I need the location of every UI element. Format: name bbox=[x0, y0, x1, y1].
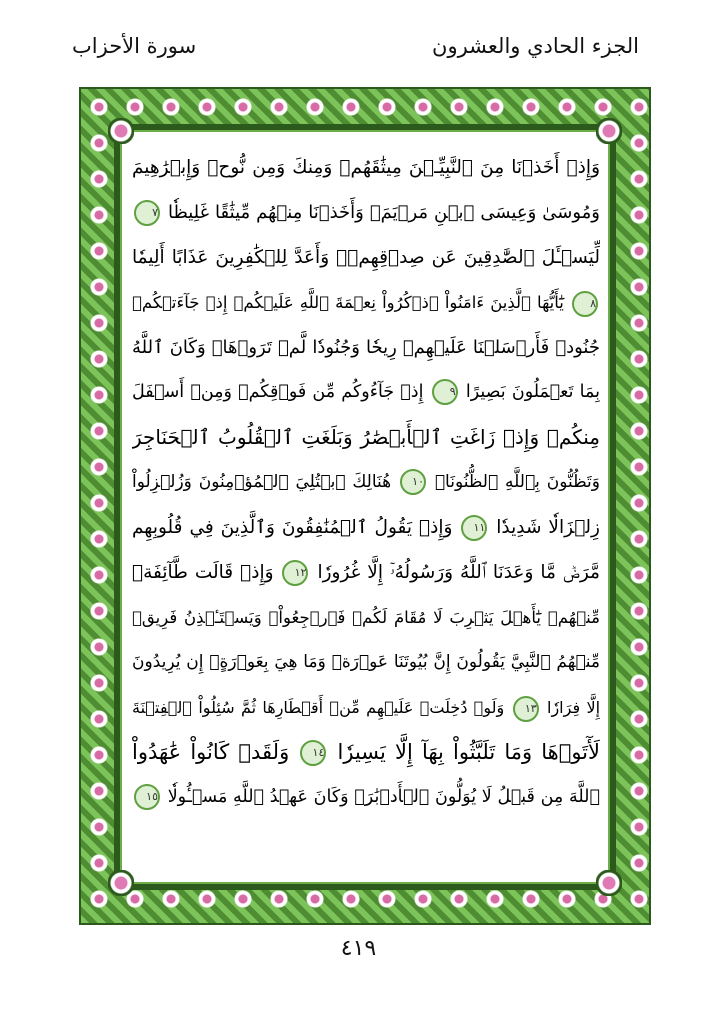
ayah-number-marker: ٧ bbox=[134, 200, 160, 226]
corner-ornament-icon bbox=[596, 118, 622, 144]
page-number: ٤١٩ bbox=[340, 936, 377, 961]
verse-line bbox=[132, 370, 600, 415]
verse-line bbox=[132, 550, 600, 595]
verse-line bbox=[132, 415, 600, 460]
ayah-number-marker: ٩ bbox=[432, 379, 458, 405]
ayah-number-marker: ٨ bbox=[572, 291, 598, 317]
verse-text: مَّرَضٞ مَّا وَعَدَنَا ٱللَّهُ وَرَسُولُهُۥٓ إِلَّا غُرُورٗا bbox=[317, 562, 600, 583]
verse-line bbox=[132, 145, 600, 190]
verse-text: يَٰٓأَيُّهَا ٱلَّذِينَ ءَامَنُواْ ٱذۡكُرُواْ نِعۡمَةَ ٱللَّهِ عَلَيۡكُمۡ إِذۡ جَآءَتۡكُمۡ bbox=[132, 293, 564, 312]
verse-text: جُنُودٞ فَأَرۡسَلۡنَا عَلَيۡهِمۡ رِيحٗا وَجُنُودٗا لَّمۡ تَرَوۡهَاۚ وَكَانَ ٱللَّهُ bbox=[132, 337, 600, 358]
ayah-number-marker: ١٥ bbox=[134, 784, 160, 810]
verses-body bbox=[132, 145, 600, 820]
verse-text: مِنكُمۡ وَإِذۡ زَاغَتِ ٱلۡأَبۡصَٰرُ وَبَلَغَتِ ٱلۡقُلُوبُ ٱلۡحَنَاجِرَ bbox=[132, 425, 600, 449]
verse-text: وَإِذۡ قَالَت طَّآئِفَةٞ bbox=[132, 562, 274, 583]
verse-text: إِذۡ جَآءُوكُم مِّن فَوۡقِكُمۡ وَمِنۡ أَسۡفَلَ bbox=[132, 382, 424, 402]
verse-line bbox=[132, 685, 600, 730]
verse-text: وَإِذۡ يَقُولُ ٱلۡمُنَٰفِقُونَ وَٱلَّذِينَ فِي قُلُوبِهِم bbox=[132, 517, 453, 538]
verse-text: هُنَالِكَ ٱبۡتُلِيَ ٱلۡمُؤۡمِنُونَ وَزُلۡزِلُواْ bbox=[132, 472, 392, 492]
ayah-number-marker: ١١ bbox=[461, 515, 487, 541]
verse-line bbox=[132, 595, 600, 640]
verse-text: لِّيَسۡـَٔلَ ٱلصَّٰدِقِينَ عَن صِدۡقِهِمۡۚ وَأَعَدَّ لِلۡكَٰفِرِينَ عَذَابًا أَلِيمٗا bbox=[132, 247, 600, 268]
verse-text: مِّنۡهُمۡ يَٰٓأَهۡلَ يَثۡرِبَ لَا مُقَامَ لَكُمۡ فَٱرۡجِعُواْۚ وَيَسۡتَـٔۡذِنُ فَرِيقٞ bbox=[132, 608, 600, 627]
ayah-number-marker: ١٢ bbox=[282, 560, 308, 586]
verse-text: مِّنۡهُمُ ٱلنَّبِيَّ يَقُولُونَ إِنَّ بُيُوتَنَا عَوۡرَةٞ وَمَا هِيَ بِعَوۡرَةٍۖ إِن يُرِيدُونَ bbox=[132, 652, 600, 672]
corner-ornament-icon bbox=[108, 870, 134, 896]
verse-line bbox=[132, 730, 600, 775]
verse-line bbox=[132, 280, 600, 325]
ayah-number-marker: ١٠ bbox=[400, 469, 426, 495]
surah-title: سورة الأحزاب bbox=[72, 34, 197, 58]
verse-text: ٱللَّهَ مِن قَبۡلُ لَا يُوَلُّونَ ٱلۡأَدۡبَٰرَۚ وَكَانَ عَهۡدُ ٱللَّهِ مَسۡـُٔولٗا bbox=[167, 787, 600, 807]
verse-text: وَتَظُنُّونَ بِٱللَّهِ ٱلظُّنُونَا۠ bbox=[434, 472, 600, 492]
ayah-number-marker: ١٤ bbox=[300, 740, 326, 766]
verse-line bbox=[132, 640, 600, 685]
verse-line bbox=[132, 505, 600, 550]
verse-text: لَأٓتَوۡهَا وَمَا تَلَبَّثُواْ بِهَآ إِلَّا يَسِيرٗا bbox=[337, 740, 600, 764]
corner-ornament-icon bbox=[596, 870, 622, 896]
verse-line bbox=[132, 235, 600, 280]
verse-text: بِمَا تَعۡمَلُونَ بَصِيرًا bbox=[465, 382, 600, 402]
verse-line bbox=[132, 190, 600, 235]
verse-text: وَلَوۡ دُخِلَتۡ عَلَيۡهِم مِّنۡ أَقۡطَارِهَا ثُمَّ سُئِلُواْ ٱلۡفِتۡنَةَ bbox=[132, 698, 505, 717]
juz-title: الجزء الحادي والعشرون bbox=[432, 34, 639, 58]
verse-text: زِلۡزَالٗا شَدِيدٗا bbox=[496, 517, 600, 538]
verse-text: وَمُوسَىٰ وَعِيسَى ٱبۡنِ مَرۡيَمَۖ وَأَخَذۡنَا مِنۡهُم مِّيثَٰقًا غَلِيظٗا bbox=[168, 202, 600, 223]
verse-text: وَلَقَدۡ كَانُواْ عَٰهَدُواْ bbox=[132, 740, 290, 764]
verse-text: وَإِذۡ أَخَذۡنَا مِنَ ٱلنَّبِيِّـۧنَ مِيثَٰقَهُمۡ وَمِنكَ وَمِن نُّوحٖ وَإِبۡرَٰهِيمَ bbox=[132, 157, 600, 178]
ayah-number-marker: ١٣ bbox=[513, 696, 539, 722]
corner-ornament-icon bbox=[108, 118, 134, 144]
verse-line bbox=[132, 460, 600, 505]
verse-line bbox=[132, 325, 600, 370]
verse-text: إِلَّا فِرَارٗا bbox=[547, 698, 600, 717]
verse-line bbox=[132, 775, 600, 820]
